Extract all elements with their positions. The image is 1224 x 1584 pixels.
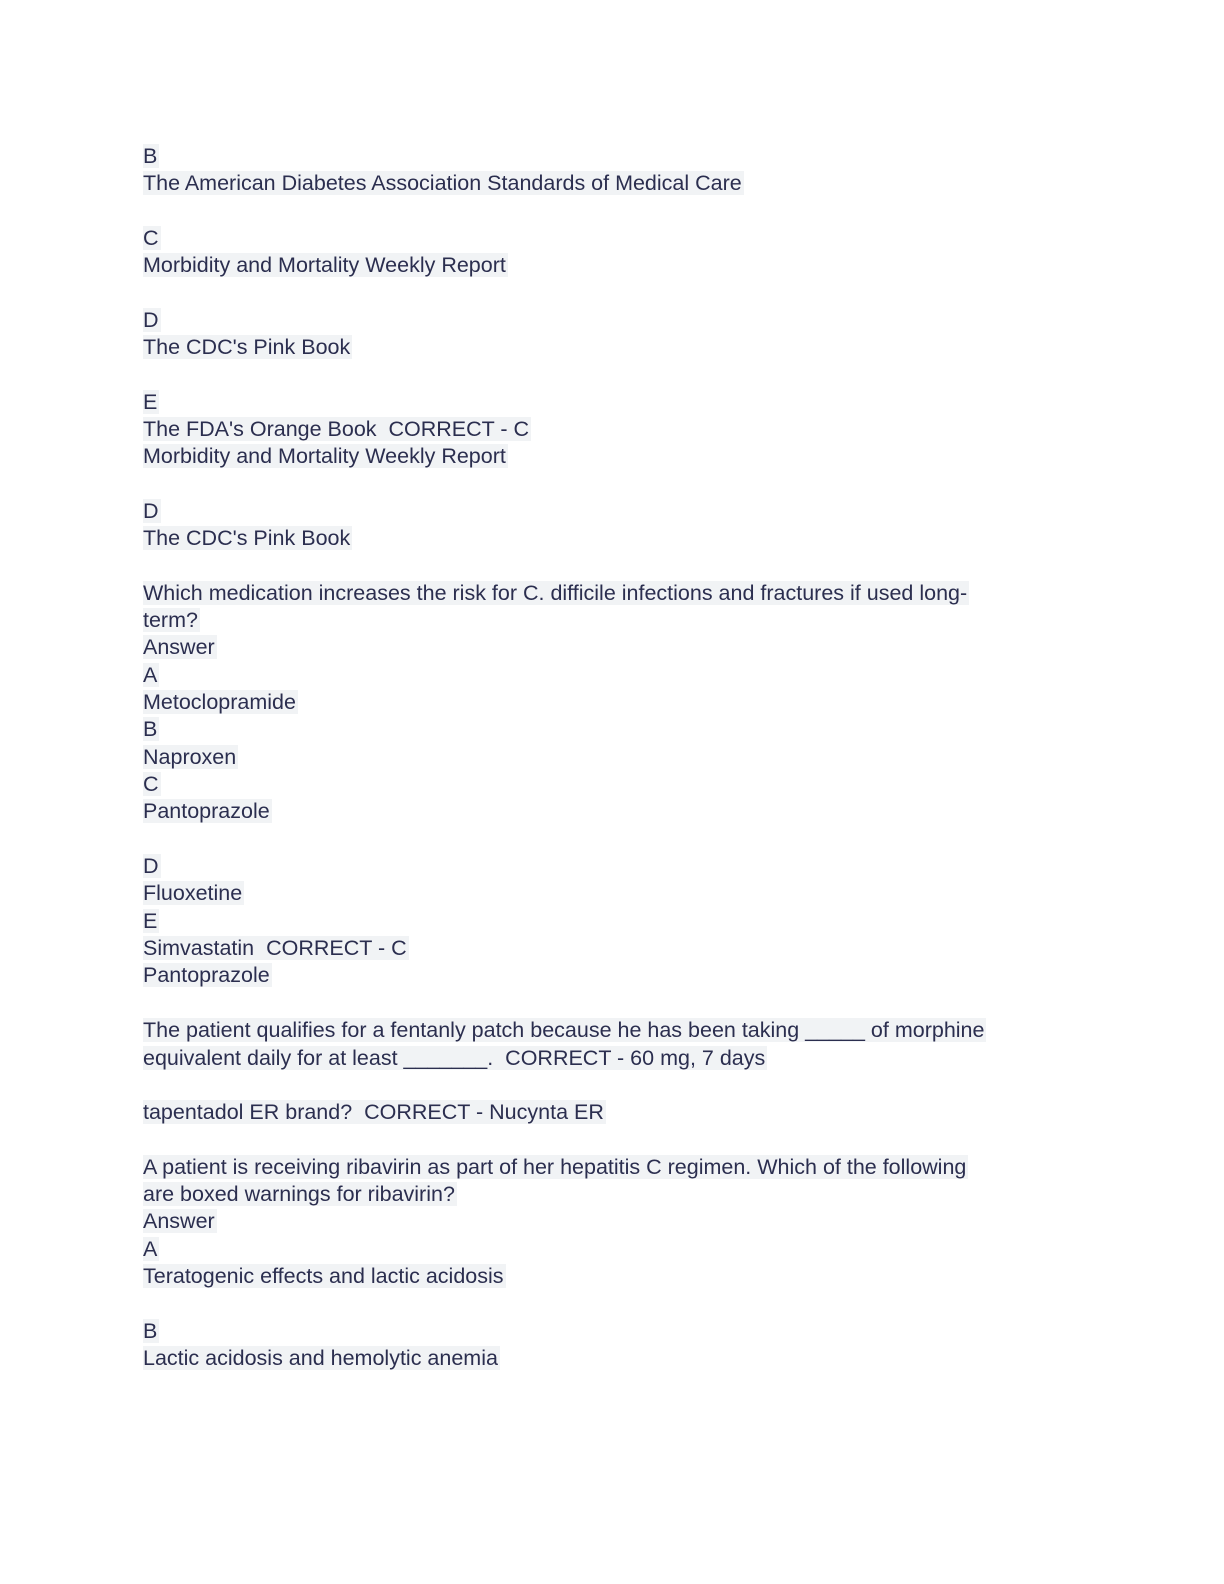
- option-text: [143, 880, 244, 907]
- line-text: Lactic acidosis and hemolytic anemia: [143, 1346, 498, 1370]
- line-text: A: [143, 1237, 158, 1261]
- option-letter: [143, 498, 161, 525]
- line-text: The FDA's Orange Book CORRECT - C: [143, 417, 530, 441]
- line-text: The patient qualifies for a fentanly patch because he has been taking _____ of morphine: [143, 1018, 985, 1042]
- line-text: are boxed warnings for ribavirin?: [143, 1182, 455, 1206]
- line-text: Metoclopramide: [143, 690, 296, 714]
- line-text: The American Diabetes Association Standards of Medical Care: [143, 171, 742, 195]
- line-text: Answer: [143, 1209, 215, 1233]
- line-text: A patient is receiving ribavirin as part of her hepatitis C regimen. Which of the following: [143, 1155, 967, 1179]
- option-letter: [143, 143, 159, 170]
- line-text: Answer: [143, 635, 215, 659]
- line-text: Fluoxetine: [143, 881, 243, 905]
- question-text-with-answer: [143, 1045, 767, 1072]
- line-text: Which medication increases the risk for C. difficile infections and fractures if used long-: [143, 581, 968, 605]
- line-text: D: [143, 499, 159, 523]
- line-text: D: [143, 308, 159, 332]
- line-text: equivalent daily for at least _______. CORRECT - 60 mg, 7 days: [143, 1046, 766, 1070]
- line-text: Teratogenic effects and lactic acidosis: [143, 1264, 504, 1288]
- line-text: The CDC's Pink Book: [143, 335, 351, 359]
- question-text: [143, 607, 200, 634]
- option-letter: [143, 662, 159, 689]
- option-text-with-answer: [143, 416, 531, 443]
- option-text: [143, 1345, 500, 1372]
- option-text: [143, 170, 744, 197]
- line-text: B: [143, 717, 158, 741]
- line-text: C: [143, 772, 159, 796]
- question-text: [143, 1154, 968, 1181]
- line-text: Pantoprazole: [143, 963, 270, 987]
- option-letter: [143, 307, 161, 334]
- question-text: [143, 580, 969, 607]
- line-text: B: [143, 144, 158, 168]
- line-text: term?: [143, 608, 198, 632]
- option-letter: [143, 771, 161, 798]
- line-text: E: [143, 390, 158, 414]
- line-text: C: [143, 226, 159, 250]
- line-text: Simvastatin CORRECT - C: [143, 936, 407, 960]
- line-text: A: [143, 663, 158, 687]
- option-text: [143, 744, 238, 771]
- answer-label: [143, 1208, 217, 1235]
- line-text: Morbidity and Mortality Weekly Report: [143, 253, 506, 277]
- option-text: [143, 798, 272, 825]
- line-text: Naproxen: [143, 745, 237, 769]
- option-text: [143, 1263, 506, 1290]
- line-text: tapentadol ER brand? CORRECT - Nucynta ER: [143, 1100, 604, 1124]
- question-text: [143, 1181, 457, 1208]
- option-letter: [143, 908, 159, 935]
- line-text: The CDC's Pink Book: [143, 526, 351, 550]
- option-letter: [143, 1236, 159, 1263]
- correct-answer-text: [143, 443, 508, 470]
- option-text: [143, 689, 298, 716]
- option-text: [143, 252, 508, 279]
- option-letter: [143, 853, 161, 880]
- question-text: [143, 1017, 986, 1044]
- option-letter: [143, 389, 159, 416]
- line-text: D: [143, 854, 159, 878]
- line-text: B: [143, 1319, 158, 1343]
- answer-label: [143, 634, 217, 661]
- option-text: [143, 334, 352, 361]
- correct-answer-text: [143, 962, 272, 989]
- line-text: E: [143, 909, 158, 933]
- option-text-with-answer: [143, 935, 409, 962]
- line-text: Pantoprazole: [143, 799, 270, 823]
- option-text: [143, 525, 352, 552]
- option-letter: [143, 716, 159, 743]
- question-text-with-answer: [143, 1099, 606, 1126]
- option-letter: [143, 225, 161, 252]
- option-letter: [143, 1318, 159, 1345]
- line-text: Morbidity and Mortality Weekly Report: [143, 444, 506, 468]
